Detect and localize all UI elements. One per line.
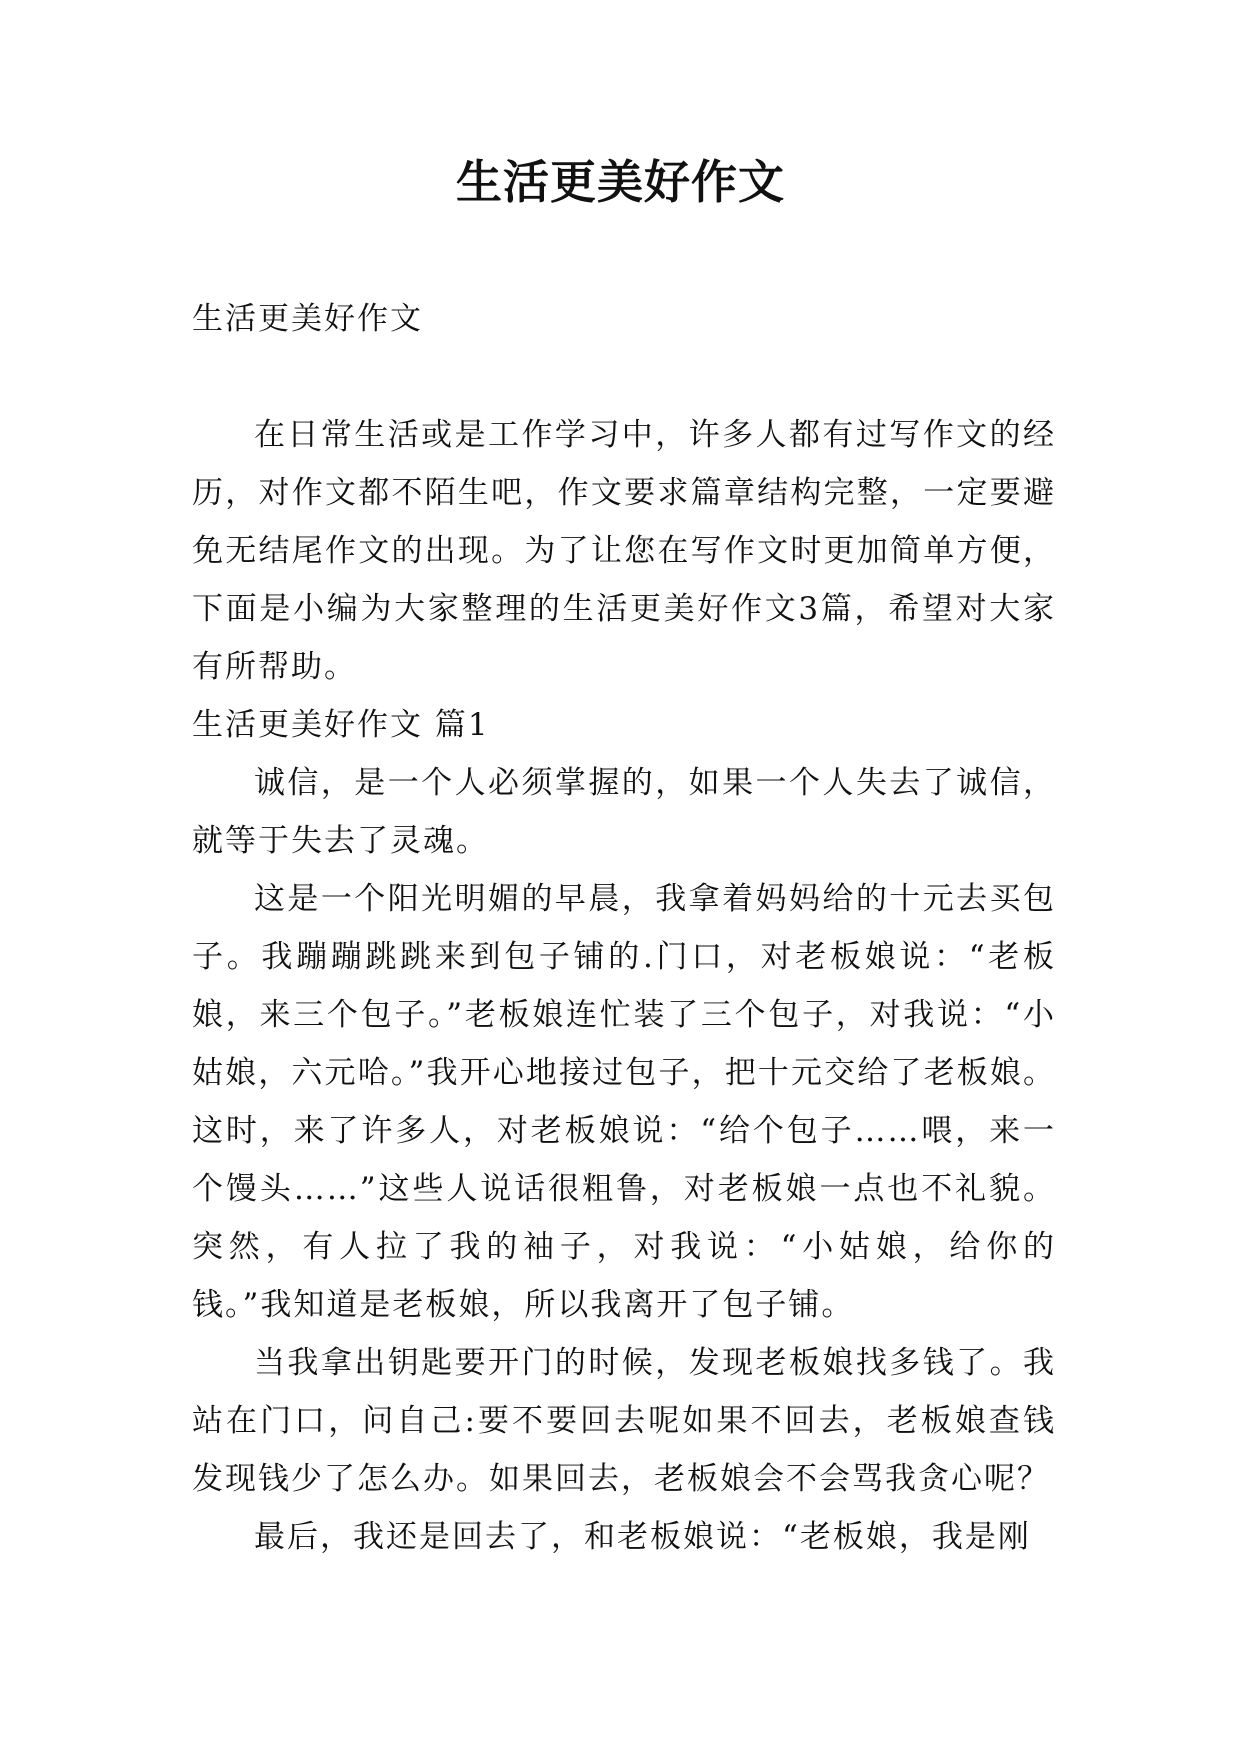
intro-paragraph: 在日常生活或是工作学习中，许多人都有过写作文的经历，对作文都不陌生吧，作文要求篇章结构完整，一定要避免无结尾作文的出现。为了让您在写作文时更加简单方便，下面是小编为大家整理的生活更美好作文3篇，希望对大家有所帮助。 — [192, 417, 1056, 685]
document-title: 生活更美好作文 — [456, 155, 785, 209]
section-heading: 生活更美好作文 篇1 — [192, 707, 490, 743]
body-paragraph: 这是一个阳光明媚的早晨，我拿着妈妈给的十元去买包子。我蹦蹦跳跳来到包子铺的.门口，对老板娘说：“老板娘，来三个包子。”老板娘连忙装了三个包子，对我说：“小姑娘，六元哈。”我开心地接过包子，把十元交给了老板娘。这时，来了许多人，对老板娘说：“给个包子……喂，来一个馒头……”这些人说话很粗鲁，对老板娘一点也不礼貌。突然，有人拉了我的袖子，对我说：“小姑娘，给你的钱。”我知道是老板娘，所以我离开了包子铺。 — [192, 881, 1056, 1323]
body-paragraph: 诚信，是一个人必须掌握的，如果一个人失去了诚信，就等于失去了灵魂。 — [192, 765, 1056, 859]
document-subtitle: 生活更美好作文 — [192, 301, 423, 337]
body-paragraph: 当我拿出钥匙要开门的时候，发现老板娘找多钱了。我站在门口，问自己:要不要回去呢如果不回去，老板娘查钱发现钱少了怎么办。如果回去，老板娘会不会骂我贪心呢？ — [192, 1345, 1056, 1497]
document-body — [192, 290, 1056, 1566]
body-paragraph: 最后，我还是回去了，和老板娘说：“老板娘，我是刚 — [254, 1519, 1031, 1555]
